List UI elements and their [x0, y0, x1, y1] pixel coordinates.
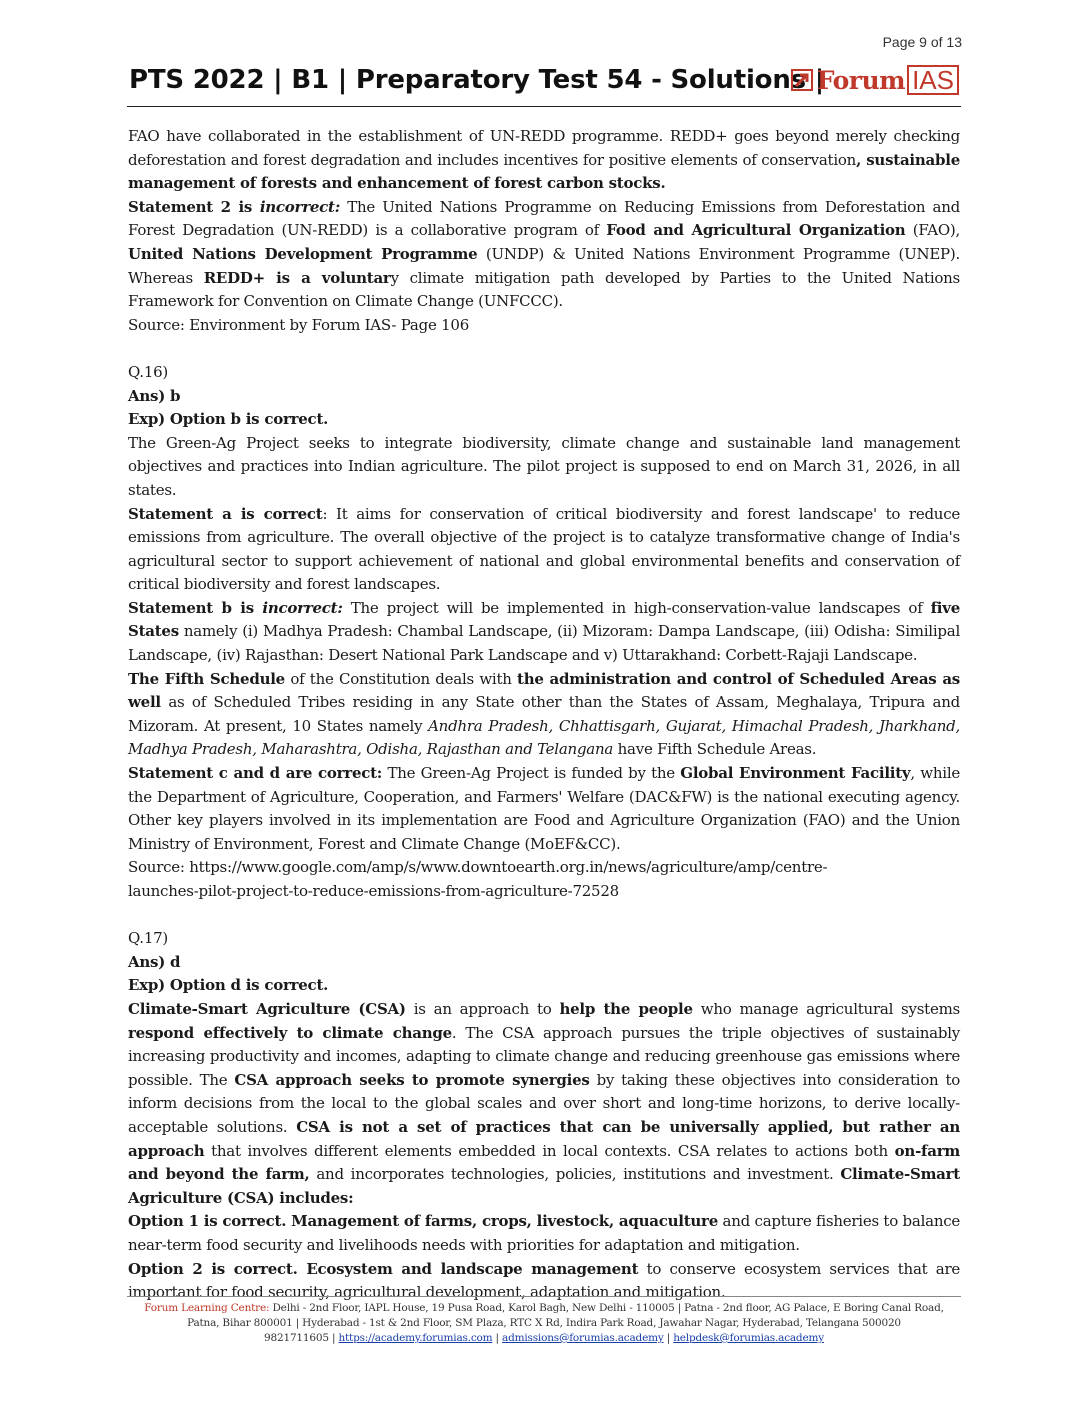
answer-label: Ans) d: [128, 952, 181, 971]
logo-arrow-icon: [791, 69, 813, 91]
paragraph: Climate-Smart Agriculture (CSA) is an approach to help the people who manage agricultural systems respond effectively to climate change. The CSA approach pursues the triple objectives of sustainably increasing productivity and incomes, adapting to climate change and reducing greenhouse gas emissions where possible. The CSA approach seeks to promote synergies by taking these objectives into consideration to inform decisions from the local to the global scales and over short and long-time horizons, to derive locally-acceptable solutions. CSA is not a set of practices that can be universally applied, but rather an approach that involves different elements embedded in local contexts. CSA relates to actions both on-farm and beyond the farm, and incorporates technologies, policies, institutions and investment. Climate-Smart Agriculture (CSA) includes:: [128, 999, 961, 1207]
answer-label: Ans) b: [128, 386, 181, 405]
question-label: Q.17): [128, 929, 169, 948]
paragraph: Statement b is incorrect: The project will be implemented in high-conservation-value landscapes of five States namely (i) Madhya Pradesh: Chambal Landscape, (ii) Mizoram: Dampa Landscape, (iii) Odisha: Similipal Landscape, (iv) Rajasthan: Desert National Park Landscape and v) Uttarakhand: Corbett-Rajaji Landscape.: [128, 598, 961, 665]
page-footer: [127, 1296, 961, 1346]
page-header: [127, 62, 961, 107]
paragraph: The Green-Ag Project seeks to integrate biodiversity, climate change and sustainable land management objectives and practices into Indian agriculture. The pilot project is supposed to end on March 31, 2026, in all states.: [128, 433, 960, 499]
footer-address-line: Patna, Bihar 800001 | Hyderabad - 1st & 2nd Floor, SM Plaza, RTC X Rd, Indira Park Road, Jawahar Nagar, Hyderabad, Telangana 500020: [187, 1317, 901, 1329]
logo-forum-text: Forum: [816, 65, 906, 95]
paragraph: Option 2 is correct. Ecosystem and landscape management to conserve ecosystem services that are important for food security, agricultural development, adaptation and mitigation.: [128, 1259, 960, 1302]
paragraph: Statement 2 is incorrect: The United Nations Programme on Reducing Emissions from Deforestation and Forest Degradation (UN-REDD) is a collaborative program of Food and Agricultural Organization (FAO), United Nations Development Programme (UNDP) & United Nations Environment Programme (UNEP). Whereas REDD+ is a voluntary climate mitigation path developed by Parties to the United Nations Framework for Convention on Climate Change (UNFCCC).: [128, 197, 961, 311]
logo-ias-text: IAS: [907, 65, 959, 95]
paragraph: Statement a is correct: It aims for conservation of critical biodiversity and forest landscape' to reduce emissions from agriculture. The overall objective of the project is to catalyze transformative change of India's agricultural sector to support achievement of national and global environmental benefits and conservation of critical biodiversity and forest landscapes.: [128, 504, 960, 594]
source-line: Source: Environment by Forum IAS- Page 106: [128, 315, 469, 334]
page-content: [128, 125, 960, 1305]
source-line: launches-pilot-project-to-reduce-emissions-from-agriculture-72528: [128, 882, 619, 900]
page-number: Page 9 of 13: [882, 34, 962, 50]
explanation-label: Exp) Option b is correct.: [128, 410, 329, 429]
paragraph: The Fifth Schedule of the Constitution deals with the administration and control of Scheduled Areas as well as of Scheduled Tribes residing in any State other than the States of Assam, Meghalaya, Tripura and Mizoram. At present, 10 States namely Andhra Pradesh, Chhattisgarh, Gujarat, Himachal Pradesh, Jharkhand, Madhya Pradesh, Maharashtra, Odisha, Rajasthan and Telangana have Fifth Schedule Areas.: [128, 669, 960, 759]
forumias-logo: [791, 64, 959, 96]
header-title: PTS 2022 | B1 | Preparatory Test 54 - Solutions |: [129, 65, 825, 95]
academy-link[interactable]: https://academy.forumias.com: [338, 1332, 493, 1344]
paragraph: Statement c and d are correct: The Green-Ag Project is funded by the Global Environment Facility, while the Department of Agriculture, Cooperation, and Farmers' Welfare (DAC&FW) is the national executing agency. Other key players involved in its implementation are Food and Agriculture Organization (FAO) and the Union Ministry of Environment, Forest and Climate Change (MoEF&CC).: [128, 764, 960, 853]
explanation-label: Exp) Option d is correct.: [128, 976, 329, 995]
helpdesk-email-link[interactable]: helpdesk@forumias.academy: [673, 1332, 824, 1344]
footer-contact-line: 9821711605 | https://academy.forumias.com | admissions@forumias.academy | helpdesk@forumias.academy: [264, 1332, 824, 1344]
footer-phone: 9821711605: [264, 1332, 329, 1344]
footer-address-line: Forum Learning Centre: Delhi - 2nd Floor, IAPL House, 19 Pusa Road, Karol Bagh, New Delhi - 110005 | Patna - 2nd floor, AG Palace, E Boring Canal Road,: [144, 1302, 944, 1314]
paragraph: Option 1 is correct. Management of farms, crops, livestock, aquaculture and capture fisheries to balance near-term food security and livelihoods needs with priorities for adaptation and mitigation.: [128, 1212, 961, 1254]
paragraph: FAO have collaborated in the establishment of UN-REDD programme. REDD+ goes beyond merely checking deforestation and forest degradation and includes incentives for positive elements of conservation, sustainable management of forests and enhancement of forest carbon stocks.: [128, 127, 960, 193]
admissions-email-link[interactable]: admissions@forumias.academy: [502, 1332, 664, 1344]
footer-brand: Forum Learning Centre:: [144, 1302, 270, 1314]
source-line: Source: https://www.google.com/amp/s/www.downtoearth.org.in/news/agriculture/amp/centre-: [128, 858, 828, 877]
question-label: Q.16): [128, 362, 169, 381]
